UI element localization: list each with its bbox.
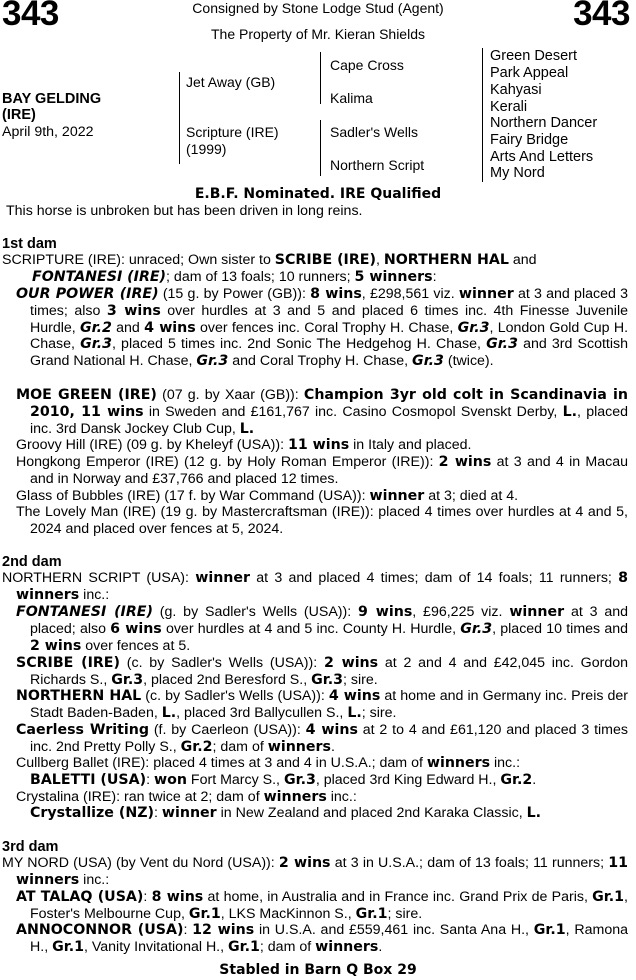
progeny-baletti: BALETTI (USA): won Fort Marcy S., Gr.3, placed 3rd King Edward H., Gr.2. xyxy=(30,772,537,788)
progeny-our-power: OUR POWER (IRE) (15 g. by Power (GB)): 8 wins, £298,561 viz. winner at 3 and placed 3 times; also 3 wins over hurdles at 3 and 5 and placed 6 times inc. 4th Finesse Juvenile Hurdle, Gr.2 and 4 wins over fences inc. Coral Trophy H. Chase, Gr.3, London Gold Cup H. Chase, Gr.3, placed 5 times inc. 2nd Sonic The Hedgehog H. Chase, Gr.3 and 3rd Scottish Grand National H. Chase, Gr.3 and Coral Trophy H. Chase, Gr.3 (twice). xyxy=(16,286,629,370)
pedigree-gd-5: Northern Dancer xyxy=(490,115,598,131)
progeny-annoconnor: ANNOCONNOR (USA): 12 wins in U.S.A. and £559,461 inc. Santa Ana H., Gr.1, Ramona H., Gr.1, Vanity Invitational H., Gr.1; dam of winners. xyxy=(16,922,628,955)
owner: The Property of Mr. Kieran Shields xyxy=(211,26,425,42)
progeny-northern-hal: NORTHERN HAL (c. by Sadler's Wells (USA)): 4 wins at home and in Germany inc. Preis der Stadt Baden-Baden, L., placed 3rd Ballycullen S., L.; sire. xyxy=(16,688,629,721)
horse-country: (IRE) xyxy=(2,107,36,123)
pedigree-dam: Scripture (IRE) xyxy=(186,124,279,140)
nominated-line: E.B.F. Nominated. IRE Qualified xyxy=(194,186,442,202)
third-dam-heading: 3rd dam xyxy=(2,839,59,855)
pedigree-gd-7: Arts And Letters xyxy=(490,149,594,165)
progeny-crystallize: Crystallize (NZ): winner in New Zealand and placed 2nd Karaka Classic, L. xyxy=(30,805,542,821)
progeny-groovy-hill: Groovy Hill (IRE) (09 g. by Kheleyf (USA)): 11 wins in Italy and placed. xyxy=(16,437,472,453)
pedigree-sire: Jet Away (GB) xyxy=(186,74,276,90)
lot-number-right: 343 xyxy=(573,0,630,33)
progeny-at-talaq: AT TALAQ (USA): 8 wins at home, in Australia and in France inc. Grand Prix de Paris, Gr.1, Foster's Melbourne Cup, Gr.1, LKS MacKinnon S., Gr.1; sire. xyxy=(16,889,628,922)
progeny-hongkong-emperor: Hongkong Emperor (IRE) (12 g. by Holy Roman Emperor (IRE)): 2 wins at 3 and 4 in Macau and in Norway and £37,766 and placed 12 times. xyxy=(16,454,628,487)
pedigree-dam-year: (1999) xyxy=(186,141,227,157)
horse-foaled: April 9th, 2022 xyxy=(2,124,94,140)
stabled-footer: Stabled in Barn Q Box 29 xyxy=(219,962,417,978)
pedigree-line-1 xyxy=(179,72,180,164)
pedigree-dam-dam: Northern Script xyxy=(330,157,425,173)
progeny-fontanesi: FONTANESI (IRE) (g. by Sadler's Wells (USA)): 9 wins, £96,225 viz. winner at 3 and placed; also 6 wins over hurdles at 4 and 5 inc. County H. Hurdle, Gr.3, placed 10 times and 2 wins over fences at 5. xyxy=(16,604,629,654)
progeny-lovely-man: The Lovely Man (IRE) (19 g. by Mastercraftsman (IRE)): placed 4 times over hurdles at 4 and 5, 2024 and placed over fences at 5, 2024. xyxy=(16,504,628,537)
progeny-glass-of-bubbles: Glass of Bubbles (IRE) (17 f. by War Command (USA)): winner at 3; died at 4. xyxy=(16,488,519,504)
horse-note: This horse is unbroken but has been driven in long reins. xyxy=(6,203,363,219)
pedigree-gd-3: Kahyasi xyxy=(490,82,542,98)
pedigree-gd-2: Park Appeal xyxy=(490,65,569,81)
progeny-crystalina: Crystalina (IRE): ran twice at 2; dam of winners inc.: xyxy=(16,789,357,805)
pedigree-gd-8: My Nord xyxy=(490,165,545,181)
first-dam-heading: 1st dam xyxy=(2,236,57,252)
second-dam-entry: NORTHERN SCRIPT (USA): winner at 3 and placed 4 times; dam of 14 foals; 11 runners; 8 winners inc.: xyxy=(2,570,628,603)
progeny-cullberg-ballet: Cullberg Ballet (IRE): placed 4 times at 3 and 4 in U.S.A.; dam of winners inc.: xyxy=(16,755,521,771)
pedigree-sire-sire: Cape Cross xyxy=(330,57,404,73)
pedigree-line-2b xyxy=(320,120,321,176)
pedigree-line-2a xyxy=(320,52,321,104)
second-dam-heading: 2nd dam xyxy=(2,554,62,570)
pedigree-gd-1: Green Desert xyxy=(490,48,578,64)
progeny-scribe: SCRIBE (IRE) (c. by Sadler's Wells (USA)): 2 wins at 2 and 4 and £42,045 inc. Gordon Richards S., Gr.3, placed 2nd Beresford S., Gr.3; sire. xyxy=(16,655,628,688)
pedigree-gd-4: Kerali xyxy=(490,99,528,115)
horse-sex-colour: BAY GELDING xyxy=(2,91,102,107)
pedigree-gd-6: Fairy Bridge xyxy=(490,132,569,148)
first-dam-entry: SCRIPTURE (IRE): unraced; Own sister to SCRIBE (IRE), NORTHERN HAL and FONTANESI (IRE); dam of 13 foals; 10 runners; 5 winners: xyxy=(2,252,537,285)
third-dam-entry: MY NORD (USA) (by Vent du Nord (USA)): 2 wins at 3 in U.S.A.; dam of 13 foals; 11 runners; 11 winners inc.: xyxy=(2,855,629,888)
consignor: Consigned by Stone Lodge Stud (Agent) xyxy=(192,0,444,16)
pedigree-sire-dam: Kalima xyxy=(330,90,373,106)
progeny-moe-green: MOE GREEN (IRE) (07 g. by Xaar (GB)): Champion 3yr old colt in Scandinavia in 2010, 11 wins in Sweden and £161,767 inc. Casino Cosmopol Svenskt Derby, L., placed inc. 3rd Dansk Jockey Club Cup, L. xyxy=(16,387,628,437)
pedigree-line-3 xyxy=(482,48,483,182)
progeny-caerless-writing: Caerless Writing (f. by Caerleon (USA)): 4 wins at 2 to 4 and £61,120 and placed 3 times inc. 2nd Pretty Polly S., Gr.2; dam of winners. xyxy=(16,722,628,755)
lot-number-left: 343 xyxy=(2,0,59,33)
pedigree-dam-sire: Sadler's Wells xyxy=(330,124,418,140)
